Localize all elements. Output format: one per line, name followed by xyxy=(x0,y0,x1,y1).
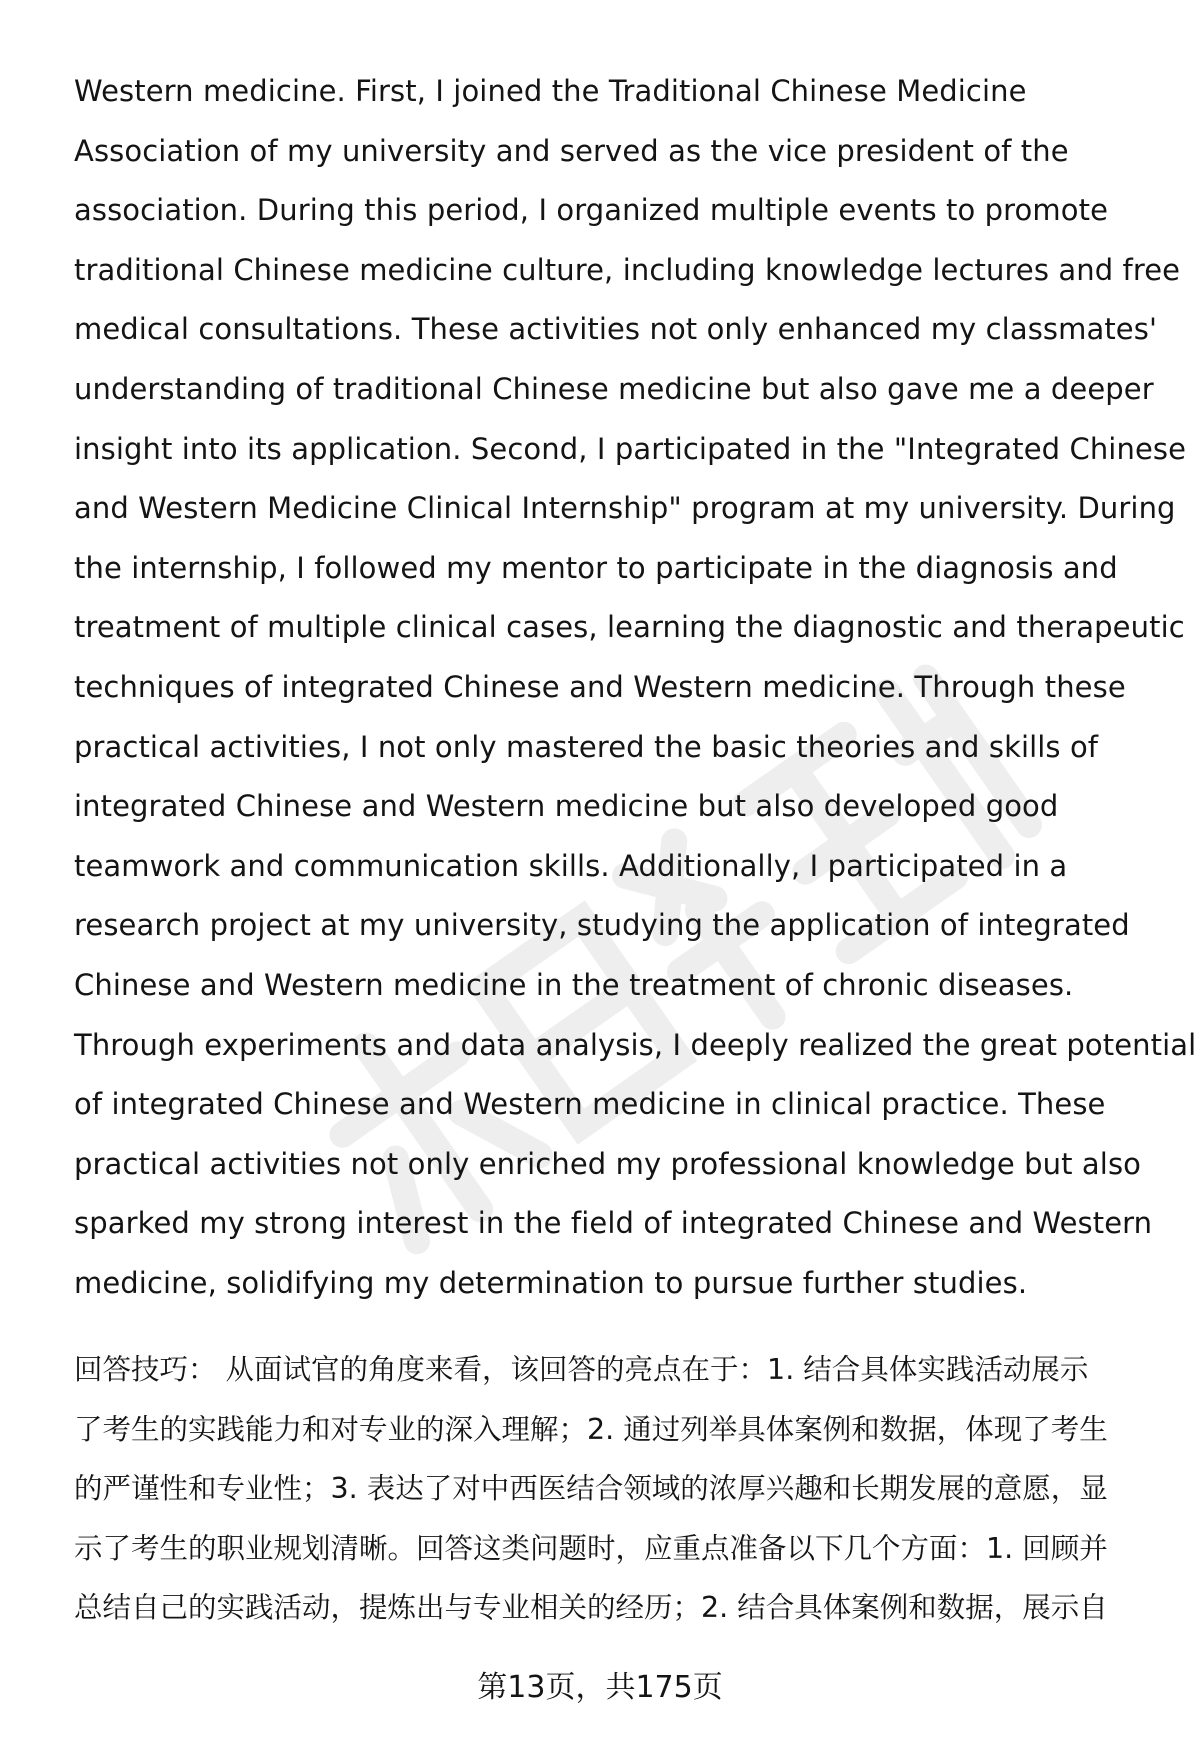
body-line: association. During this period, I organized multiple events to promote xyxy=(74,193,1109,228)
body-line: understanding of traditional Chinese medicine but also gave me a deeper xyxy=(74,371,1154,406)
body-line: Through experiments and data analysis, I deeply realized the great potential xyxy=(74,1027,1197,1062)
answer-tips-paragraph xyxy=(74,1340,1166,1638)
body-line: medicine, solidifying my determination to pursue further studies. xyxy=(74,1265,1028,1300)
body-line: treatment of multiple clinical cases, learning the diagnostic and therapeutic xyxy=(74,610,1185,645)
body-line: Western medicine. First, I joined the Traditional Chinese Medicine xyxy=(74,74,1027,108)
body-line: the internship, I followed my mentor to participate in the diagnosis and xyxy=(74,550,1118,585)
body-line: Association of my university and served as the vice president of the xyxy=(74,133,1069,168)
body-line: practical activities, I not only mastered the basic theories and skills of xyxy=(74,729,1099,764)
tip-line: 示了考生的职业规划清晰。回答这类问题时，应重点准备以下几个方面：1. 回顾并 xyxy=(74,1531,1108,1565)
body-line: research project at my university, studying the application of integrated xyxy=(74,908,1130,943)
tip-line: 总结自己的实践活动，提炼出与专业相关的经历；2. 结合具体案例和数据，展示自 xyxy=(74,1591,1108,1625)
body-paragraph xyxy=(74,62,1197,1313)
page-number-footer: 第13页，共175页 xyxy=(477,1670,723,1705)
body-line: traditional Chinese medicine culture, including knowledge lectures and free xyxy=(74,252,1181,287)
body-line: medical consultations. These activities not only enhanced my classmates' xyxy=(74,312,1158,347)
body-line: practical activities not only enriched my professional knowledge but also xyxy=(74,1146,1142,1181)
tip-line: 了考生的实践能力和对专业的深入理解；2. 通过列举具体案例和数据，体现了考生 xyxy=(74,1412,1108,1446)
tip-line: 的严谨性和专业性；3. 表达了对中西医结合领域的浓厚兴趣和长期发展的意愿，显 xyxy=(74,1472,1108,1506)
body-line: and Western Medicine Clinical Internship" program at my university. During xyxy=(74,491,1176,526)
tip-line: 回答技巧： 从面试官的角度来看，该回答的亮点在于：1. 结合具体实践活动展示 xyxy=(74,1353,1089,1386)
body-line: insight into its application. Second, I participated in the "Integrated Chinese xyxy=(74,431,1187,466)
body-line: integrated Chinese and Western medicine but also developed good xyxy=(74,789,1059,824)
body-line: Chinese and Western medicine in the treatment of chronic diseases. xyxy=(74,967,1074,1002)
body-line: techniques of integrated Chinese and Western medicine. Through these xyxy=(74,669,1126,704)
body-line: teamwork and communication skills. Additionally, I participated in a xyxy=(74,848,1068,883)
body-line: of integrated Chinese and Western medicine in clinical practice. These xyxy=(74,1087,1106,1122)
body-line: sparked my strong interest in the field of integrated Chinese and Western xyxy=(74,1206,1153,1241)
